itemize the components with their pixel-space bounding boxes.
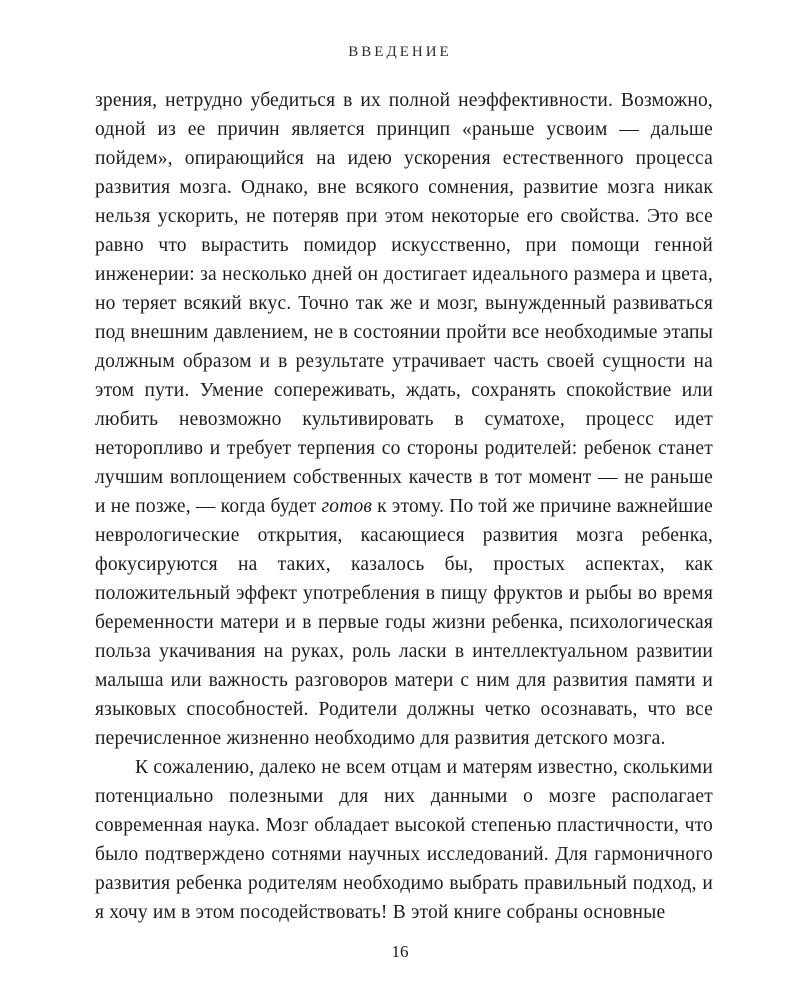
italic-word: готов — [321, 496, 373, 517]
page-number: 16 — [391, 942, 409, 961]
chapter-header: ВВЕДЕНИЕ — [348, 44, 452, 60]
paragraph: К сожалению, далеко не всем отцам и матерям известно, сколькими потенциально полезными для них данными о мозге располагает современная наука. Мозг обладает высокой степенью пластичности, что было подтверждено сотнями научных исследований. Для гармоничного развития ребенка родителям необходимо выбрать правильный подход, и я хочу им в этом посодействовать! В этой книге собраны основные — [95, 757, 713, 923]
paragraph-text: зрения, нетрудно убедиться в их полной неэффективности. Возможно, одной из ее причин является принцип «раньше усвоим — дальше пойдем», опирающийся на идею ускорения естественного процесса развития мозга. Однако, вне всякого сомнения, развитие мозга никак нельзя ускорить, не потеряв при этом некоторые его свойства. Это все равно что вырастить помидор искусственно, при помощи генной инженерии: за несколько дней он достигает идеального размера и цвета, но теряет всякий вкус. Точно так же и мозг, вынужденный развиваться под внешним давлением, не в состоянии пройти все необходимые этапы должным образом и в результате утрачивает часть своей сущности на этом пути. Умение сопереживать, ждать, сохранять спокойствие или любить невозможно культивировать в суматохе, процесс идет неторопливо и требует терпения со стороны родителей: ребенок станет лучшим воплощением собственных качеств в тот момент — не раньше и не позже, — когда будет — [95, 90, 713, 517]
paragraph — [95, 86, 713, 753]
paragraph-text: к этому. По той же причине важнейшие неврологические открытия, касающиеся развития мозга ребенка, фокусируются на таких, казалось бы, простых аспектах, как положительный эффект употребления в пищу фруктов и рыбы во время беременности матери и в первые годы жизни ребенка, психологическая польза укачивания на руках, роль ласки в интеллектуальном развитии малыша или важность разговоров матери с ним для развития памяти и языковых способностей. Родители должны четко осознавать, что все перечисленное жизненно необходимо для развития детского мозга. — [95, 496, 713, 749]
body-text — [95, 86, 713, 927]
